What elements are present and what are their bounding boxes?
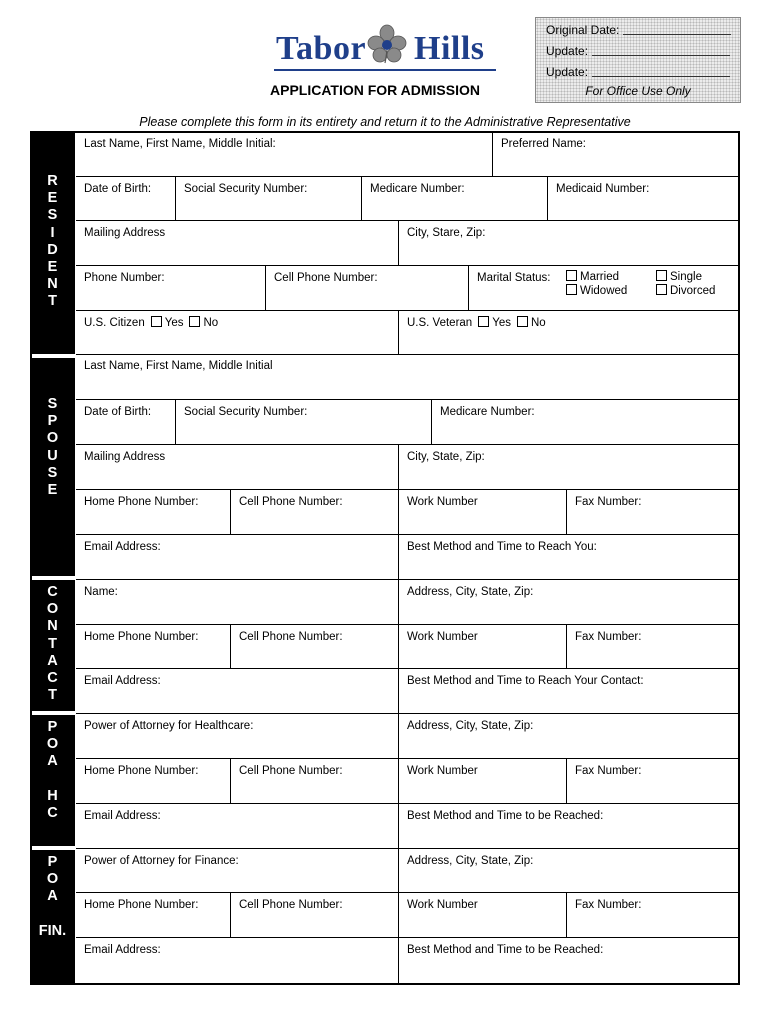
instructions: Please complete this form in its entirety and return it to the Administrative Representative bbox=[139, 115, 631, 129]
field-label: Cell Phone Number: bbox=[239, 765, 343, 777]
update-label-2: Update: bbox=[546, 65, 589, 79]
poa-fin-cell-phone-field[interactable] bbox=[231, 893, 399, 938]
field-label: City, State, Zip: bbox=[407, 451, 485, 463]
marital-status-label: Marital Status: bbox=[477, 272, 551, 284]
poa-fin-address-field[interactable] bbox=[399, 849, 738, 893]
field-label: Last Name, First Name, Middle Initial: bbox=[84, 138, 276, 150]
single-option[interactable] bbox=[656, 270, 702, 283]
contact-fax-field[interactable] bbox=[567, 625, 738, 669]
poa-hc-best-method-field[interactable] bbox=[399, 804, 738, 849]
section-label-resident: R E S I D E N T bbox=[47, 173, 58, 310]
contact-work-number-field[interactable] bbox=[399, 625, 567, 669]
field-label: Cell Phone Number: bbox=[239, 496, 343, 508]
field-label: Last Name, First Name, Middle Initial bbox=[84, 360, 273, 372]
field-label: Work Number bbox=[407, 899, 478, 911]
veteran-label: U.S. Veteran bbox=[407, 317, 473, 329]
poa-hc-home-phone-field[interactable] bbox=[76, 759, 231, 804]
widowed-checkbox[interactable] bbox=[566, 284, 577, 295]
field-label: Medicare Number: bbox=[440, 406, 535, 418]
field-label: Social Security Number: bbox=[184, 183, 308, 195]
poa-hc-cell-phone-field[interactable] bbox=[231, 759, 399, 804]
widowed-label: Widowed bbox=[580, 285, 628, 297]
veteran-yes-checkbox[interactable] bbox=[478, 316, 489, 327]
spouse-cell-phone-field[interactable] bbox=[231, 490, 399, 535]
section-label-spouse: S P O U S E bbox=[46, 396, 59, 499]
contact-home-phone-field[interactable] bbox=[76, 625, 231, 669]
field-label: City, Stare, Zip: bbox=[407, 227, 486, 239]
resident-veteran-field bbox=[399, 311, 738, 355]
section-bar-contact bbox=[30, 580, 75, 711]
field-label: Home Phone Number: bbox=[84, 496, 199, 508]
field-label: Cell Phone Number: bbox=[239, 899, 343, 911]
field-label: Work Number bbox=[407, 496, 478, 508]
logo-word-tabor: Tabor bbox=[276, 30, 367, 67]
poa-fin-work-number-field[interactable] bbox=[399, 893, 567, 938]
veteran-yes-label: Yes bbox=[492, 317, 511, 329]
field-label: Home Phone Number: bbox=[84, 765, 199, 777]
field-label: Email Address: bbox=[84, 541, 161, 553]
field-label: Mailing Address bbox=[84, 451, 166, 463]
field-label: Email Address: bbox=[84, 810, 161, 822]
update-line-2[interactable] bbox=[546, 65, 730, 79]
field-label: Medicaid Number: bbox=[556, 183, 650, 195]
field-label: Address, City, State, Zip: bbox=[407, 720, 534, 732]
field-label: Fax Number: bbox=[575, 765, 642, 777]
field-label: Mailing Address bbox=[84, 227, 166, 239]
veteran-no-checkbox[interactable] bbox=[517, 316, 528, 327]
resident-ssn-field[interactable] bbox=[176, 177, 362, 221]
citizen-yes-checkbox[interactable] bbox=[151, 316, 162, 327]
veteran-no-label: No bbox=[530, 317, 546, 329]
field-label: Email Address: bbox=[84, 675, 161, 687]
poa-fin-name-field[interactable] bbox=[76, 849, 399, 893]
married-option[interactable] bbox=[566, 270, 619, 283]
section-bar-resident bbox=[30, 131, 75, 354]
section-label-contact: C O N T A C T bbox=[46, 584, 59, 704]
resident-city-field[interactable] bbox=[399, 221, 738, 266]
citizen-no-label: No bbox=[203, 317, 219, 329]
field-label: Power of Attorney for Healthcare: bbox=[84, 720, 254, 732]
field-label: Date of Birth: bbox=[84, 183, 152, 195]
field-label: Fax Number: bbox=[575, 631, 642, 643]
spouse-ssn-field[interactable] bbox=[176, 400, 432, 445]
section-bar-spouse bbox=[30, 358, 75, 576]
poa-fin-best-method-field[interactable] bbox=[399, 938, 738, 983]
citizen-label: U.S. Citizen bbox=[84, 317, 145, 329]
office-use-note: For Office Use Only bbox=[585, 84, 691, 98]
spouse-name-field[interactable] bbox=[76, 355, 738, 400]
single-checkbox[interactable] bbox=[656, 270, 667, 281]
poa-fin-fax-field[interactable] bbox=[567, 893, 738, 938]
married-label: Married bbox=[580, 271, 619, 283]
resident-cell-field[interactable] bbox=[266, 266, 469, 311]
field-label: Home Phone Number: bbox=[84, 899, 199, 911]
field-label: Best Method and Time to be Reached: bbox=[407, 944, 604, 956]
divorced-label: Divorced bbox=[670, 285, 716, 297]
contact-email-field[interactable] bbox=[76, 669, 399, 714]
original-date-line[interactable] bbox=[546, 23, 731, 37]
spouse-dob-field[interactable] bbox=[76, 400, 176, 445]
field-label: Cell Phone Number: bbox=[274, 272, 378, 284]
office-use-box bbox=[535, 17, 741, 103]
resident-preferred-name-field[interactable] bbox=[493, 132, 738, 177]
logo-underline bbox=[274, 69, 496, 71]
field-label: Best Method and Time to Reach You: bbox=[407, 541, 597, 553]
flower-logo-icon bbox=[367, 24, 407, 64]
field-label: Date of Birth: bbox=[84, 406, 152, 418]
resident-medicaid-field[interactable] bbox=[548, 177, 738, 221]
field-label: Fax Number: bbox=[575, 899, 642, 911]
poa-hc-work-number-field[interactable] bbox=[399, 759, 567, 804]
spouse-home-phone-field[interactable] bbox=[76, 490, 231, 535]
field-label: Phone Number: bbox=[84, 272, 165, 284]
field-label: Work Number bbox=[407, 765, 478, 777]
contact-name-field[interactable] bbox=[76, 580, 399, 625]
resident-dob-field[interactable] bbox=[76, 177, 176, 221]
poa-fin-home-phone-field[interactable] bbox=[76, 893, 231, 938]
logo-word-hills: Hills bbox=[414, 30, 485, 67]
field-label: Fax Number: bbox=[575, 496, 642, 508]
field-label: Address, City, State, Zip: bbox=[407, 586, 534, 598]
field-label: Name: bbox=[84, 586, 118, 598]
divorced-checkbox[interactable] bbox=[656, 284, 667, 295]
spouse-work-number-field[interactable] bbox=[399, 490, 567, 535]
poa-hc-name-field[interactable] bbox=[76, 714, 399, 759]
section-bar-poa-hc bbox=[30, 715, 75, 846]
divorced-option[interactable] bbox=[656, 284, 715, 297]
section-label-poa-hc: P O A H C bbox=[46, 719, 59, 822]
field-label: Preferred Name: bbox=[501, 138, 587, 150]
contact-cell-phone-field[interactable] bbox=[231, 625, 399, 669]
field-label: Power of Attorney for Finance: bbox=[84, 855, 239, 867]
resident-mailing-field[interactable] bbox=[76, 221, 399, 266]
citizen-no-checkbox[interactable] bbox=[189, 316, 200, 327]
spouse-mailing-field[interactable] bbox=[76, 445, 399, 490]
field-label: Cell Phone Number: bbox=[239, 631, 343, 643]
citizen-yes-label: Yes bbox=[164, 317, 184, 329]
widowed-option[interactable] bbox=[566, 284, 627, 297]
tabor-hills-logo bbox=[274, 22, 496, 74]
contact-address-field[interactable] bbox=[399, 580, 738, 625]
field-label: Email Address: bbox=[84, 944, 161, 956]
field-label: Work Number bbox=[407, 631, 478, 643]
update-line-1[interactable] bbox=[546, 44, 730, 58]
update-label-1: Update: bbox=[546, 44, 589, 58]
form-title: APPLICATION FOR ADMISSION bbox=[270, 82, 480, 98]
resident-medicare-field[interactable] bbox=[362, 177, 548, 221]
married-checkbox[interactable] bbox=[566, 270, 577, 281]
section-label-poa-fin: P O A FIN. bbox=[38, 854, 67, 939]
field-label: Best Method and Time to be Reached: bbox=[407, 810, 604, 822]
spouse-best-method-field[interactable] bbox=[399, 535, 738, 580]
field-label: Home Phone Number: bbox=[84, 631, 199, 643]
poa-hc-fax-field[interactable] bbox=[567, 759, 738, 804]
field-label: Best Method and Time to Reach Your Contact: bbox=[407, 675, 644, 687]
spouse-email-field[interactable] bbox=[76, 535, 399, 580]
field-label: Social Security Number: bbox=[184, 406, 308, 418]
poa-fin-email-field[interactable] bbox=[76, 938, 399, 983]
resident-phone-field[interactable] bbox=[76, 266, 266, 311]
field-label: Medicare Number: bbox=[370, 183, 465, 195]
original-date-label: Original Date: bbox=[546, 23, 620, 37]
field-label: Address, City, State, Zip: bbox=[407, 855, 534, 867]
contact-best-method-field[interactable] bbox=[399, 669, 738, 714]
spouse-city-field[interactable] bbox=[399, 445, 738, 490]
poa-hc-address-field[interactable] bbox=[399, 714, 738, 759]
resident-citizen-field bbox=[76, 311, 399, 355]
single-label: Single bbox=[670, 271, 702, 283]
spouse-fax-field[interactable] bbox=[567, 490, 738, 535]
poa-hc-email-field[interactable] bbox=[76, 804, 399, 849]
resident-name-field[interactable] bbox=[76, 132, 493, 177]
section-bar-poa-fin bbox=[30, 850, 75, 985]
spouse-medicare-field[interactable] bbox=[432, 400, 738, 445]
